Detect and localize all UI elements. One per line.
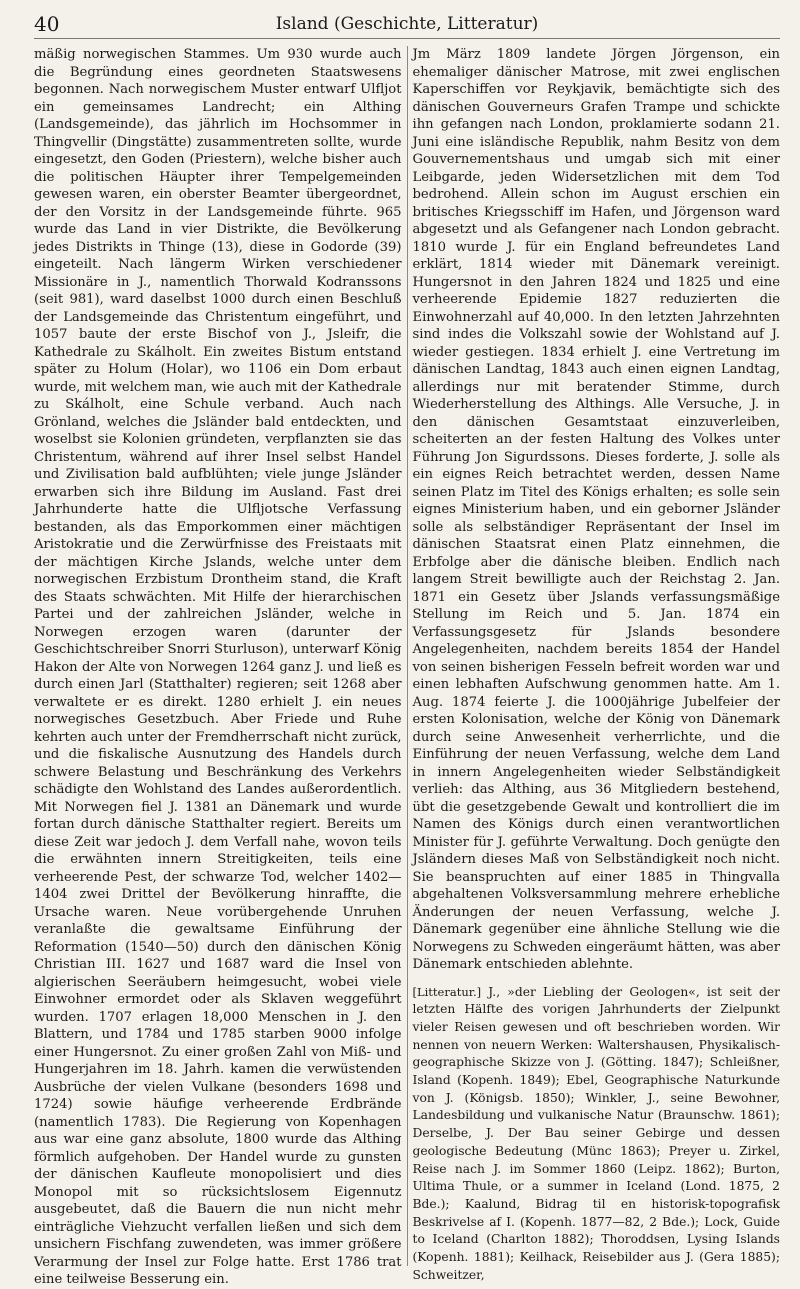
page-number: 40 [34, 12, 60, 36]
literature-text: J., »der Liebling der Geologen«, ist seit der letzten Hälfte des vorigen Jahrhunderts der Zielpunkt vieler Reisen gewesen und oft beschrieben worden. Wir nennen von neuern Werken: Waltershausen, Physikalisch-geographische Skizze von J. (Götting. 1847); Schleißner, Island (Kopenh. 1849); Ebel, Geographische Naturkunde von J. (Königsb. 1850); Winkler, J., seine Bewohner, Landesbildung und vulkanische Natur (Braunschw. 1861); Derselbe, J. Der Bau seiner Gebirge und dessen geologische Bedeutung (Münc 1863); Preyer u. Zirkel, Reise nach J. im Sommer 1860 (Leipz. 1862); Burton, Ultima Thule, or a summer in Iceland (Lond. 1875, 2 Bde.); Kaalund, Bidrag til en historisk-topografisk Beskrivelse af I. (Kopenh. 1877—82, 2 Bde.); Lock, Guide to Iceland (Charlton 1882); Thoroddsen, Lysing Islands (Kopenh. 1881); Keilhack, Reisebilder aus J. (Gera 1885); Schweitzer, [412, 984, 780, 1282]
history-text-left: mäßig norwegischen Stammes. Um 930 wurde auch die Begründung eines geordneten Staatswesens begonnen. Nach norwegischem Muster entwarf Ulfljot ein gemeinsames Landrecht; ein Althing (Landsgemeinde), das jährlich im Hochsommer in Thingvellir (Dingstätte) zusammentreten sollte, wurde eingesetzt, den Goden (Priestern), welche bisher auch die politischen Häupter ihrer Tempelgemeinden gewesen waren, ein oberster Beamter übergeordnet, der den Vorsitz in der Landsgemeinde führte. 965 wurde das Land in vier Distrikte, die Bevölkerung jedes Distrikts in Thinge (13), diese in Godorde (39) eingeteilt. Nach längerm Wirken verschiedener Missionäre in J., namentlich Thorwald Kodranssons (seit 981), ward daselbst 1000 durch einen Beschluß der Landsgemeinde das Christentum eingeführt, und 1057 baute der erste Bischof von J., Jsleifr, die Kathedrale zu Skálholt. Ein zweites Bistum entstand später zu Holum (Holar), wo 1106 ein Dom erbaut wurde, mit welchem man, wie auch mit der Kathedrale zu Skálholt, eine Schule verband. Auch nach Grönland, welches die Jsländer bald entdeckten, und woselbst sie Kolonien gründeten, verpflanzten sie das Christentum, während auf ihrer Insel selbst Handel und Zivilisation bald aufblühten; viele junge Jsländer erwarben sich ihre Bildung im Ausland. Fast drei Jahrhunderte hatte die Ulfljotsche Verfassung bestanden, als das Emporkommen einer mächtigen Aristokratie und die Zerwürfnisse des Freistaats mit der mächtigen Kirche Jslands, welche unter dem norwegischen Erzbistum Drontheim stand, die Kraft des Staats schwächten. Mit Hilfe der hierarchischen Partei und der zahlreichen Jsländer, welche in Norwegen erzogen waren (darunter der Geschichtschreiber Snorri Sturluson), unterwarf König Hakon der Alte von Norwegen 1264 ganz J. und ließ es durch einen Jarl (Statthalter) regieren; seit 1268 aber verwaltete er es direkt. 1280 erhielt J. ein neues norwegisches Gesetzbuch. Aber Friede und Ruhe kehrten auch unter der Fremdherrschaft nicht zurück, und die fiskalische Ausnutzung des Handels durch schwere Belastung und Beschränkung des Verkehrs schädigte den Wohlstand des Landes außerordentlich. Mit Norwegen fiel J. 1381 an Dänemark und wurde fortan durch dänische Statthalter regiert. Bereits um diese Zeit war jedoch J. dem Verfall nahe, wovon teils die erwähnten innern Streitigkeiten, teils eine verheerende Pest, der schwarze Tod, welcher 1402—1404 zwei Drittel der Bevölkerung hinraffte, die Ursache waren. Neue vorübergehende Unruhen veranlaßte die gewaltsame Einführung der Reformation (1540—50) durch den dänischen König Christian III. 1627 und 1687 ward die Insel von algierischen Seeräubern heimgesucht, wobei viele Einwohner ermordet oder als Sklaven weggeführt wurden. 1707 erlagen 18,000 Menschen in J. den Blattern, und 1784 und 1785 starben 9000 infolge einer Hungersnot. Zu einer großen Zahl von Miß- und Hungerjahren im 18. Jahrh. kamen die verwüstenden Ausbrüche der vielen Vulkane (besonders 1698 und 1724) sowie häufige verheerende Erdbrände (namentlich 1783). Die Regierung von Kopenhagen aus war eine ganz absolute, 1800 wurde das Althing förmlich aufgehoben. Der Handel wurde zu gunsten der dänischen Kaufleute monopolisiert und dies Monopol mit so rücksichtslosem Eigennutz ausgebeutet, daß die Bauern die nun nicht mehr einträgliche Viehzucht verfallen ließen und sich dem unsichern Fischfang zuwendeten, was immer größere Verarmung der Insel zur Folge hatte. Erst 1786 trat eine teilweise Besserung ein. [34, 47, 402, 1287]
text-columns [34, 46, 780, 1287]
literature-paragraph [413, 984, 781, 1285]
right-column [412, 46, 781, 1282]
history-text-right: Jm März 1809 landete Jörgen Jörgenson, ein ehemaliger dänischer Matrose, mit zwei englischen Kaperschiffen vor Reykjavik, bemächtigte sich des dänischen Gouverneurs Grafen Trampe und schickte ihn gefangen nach London, proklamierte sodann 21. Juni eine isländische Republik, nahm Besitz von dem Gouvernementshaus und umgab sich mit einer Leibgarde, jeden Widersetzlichen mit dem Tod bedrohend. Allein schon im August erschien ein britisches Kriegsschiff im Hafen, und Jörgenson ward abgesetzt und als Gefangener nach London gebracht. 1810 wurde J. für ein England befreundetes Land erklärt, 1814 wieder mit Dänemark vereinigt. Hungersnot in den Jahren 1824 und 1825 und eine verheerende Epidemie 1827 reduzierten die Einwohnerzahl auf 40,000. In den letzten Jahrzehnten sind indes die Volkszahl sowie der Wohlstand auf J. wieder gestiegen. 1834 erhielt J. eine Vertretung im dänischen Landtag, 1843 auch einen eignen Landtag, allerdings nur mit beratender Stimme, durch Wiederherstellung des Althings. Alle Versuche, J. in den dänischen Gesamtstaat einzuverleiben, scheiterten an der festen Haltung des Volkes unter Führung Jon Sigurdssons. Dieses forderte, J. solle als ein eignes Reich betrachtet werden, dessen Name seinen Platz im Titel des Königs erhalten; es solle sein eignes Ministerium haben, und ein geborner Jsländer solle als selbständiger Repräsentant der Insel im dänischen Staatsrat einen Platz einnehmen, die Erbfolge aber die dänische bleiben. Endlich nach langem Streit bewilligte auch der Reichstag 2. Jan. 1871 ein Gesetz über Jslands verfassungsmäßige Stellung im Reich und 5. Jan. 1874 ein Verfassungsgesetz für Jslands besondere Angelegenheiten, nachdem bereits 1854 der Handel von seinen bisherigen Fesseln befreit worden war und einen lebhaften Aufschwung genommen hatte. Am 1. Aug. 1874 feierte J. die 1000jährige Jubelfeier der ersten Kolonisation, welche der König von Dänemark durch seine Anwesenheit verherrlichte, und die Einführung der neuen Verfassung, welche dem Land in innern Angelegenheiten wieder Selbständigkeit verlieh: das Althing, aus 36 Mitgliedern bestehend, übt die gesetzgebende Gewalt und kontrolliert die im Namen des Königs durch einen verantwortlichen Minister für J. geführte Verwaltung. Doch genügte den Jsländern dieses Maß von Selbständigkeit noch nicht. Sie beanspruchten auf einer 1885 in Thingvalla abgehaltenen Volksversammlung mehrere erhebliche Änderungen der neuen Verfassung, welche J. Dänemark gegenüber eine ähnliche Stellung wie die Norwegens zu Schweden eingeräumt hätten, was aber Dänemark entschieden ablehnte. [412, 47, 780, 972]
left-column [34, 46, 402, 1287]
literature-label: [Litteratur.] [412, 984, 482, 999]
page-header [34, 8, 780, 39]
column-divider [407, 46, 408, 1266]
running-title: Island (Geschichte, Litteratur) [275, 14, 539, 34]
